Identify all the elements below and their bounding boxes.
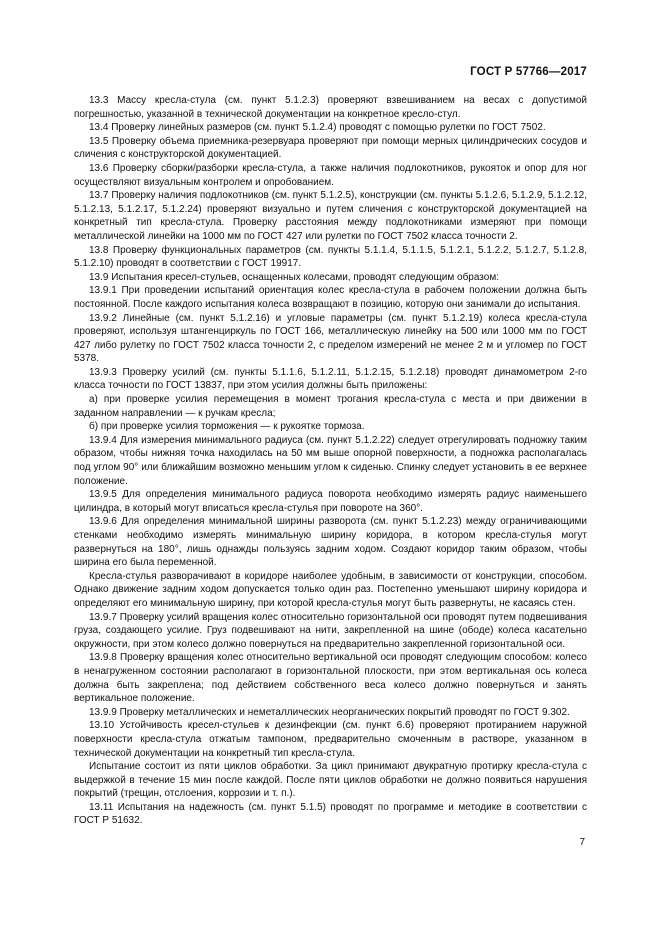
paragraph-13-7: 13.7 Проверку наличия подлокотников (см. пункт 5.1.2.5), конструкции (см. пункты 5.1.2.6, 5.1.2.9, 5.1.2.12, 5.1.2.13, 5.1.2.17, 5.1.2.24) проверяют визуально и путем сличения с конструкторской документацией на конкретный тип кресла-стула. Проверку расстояния между подлокотниками измеряют при помощи металлической линейки на 1000 мм по ГОСТ 427 или рулетки по ГОСТ 7502 класса точности 2. [74,190,587,242]
paragraph-13-8: 13.8 Проверку функциональных параметров (см. пункты 5.1.1.4, 5.1.1.5, 5.1.2.1, 5.1.2.2, 5.1.2.7, 5.1.2.8, 5.1.2.10) проводят в соответствии с ГОСТ 19917. [74,244,587,270]
paragraph-13-9-5: 13.9.5 Для определения минимального радиуса поворота необходимо измерять радиус наименьшего цилиндра, в который могут вписаться кресла-стулья при повороте на 360°. [74,489,587,514]
paragraph-13-9-2: 13.9.2 Линейные (см. пункт 5.1.2.16) и угловые параметры (см. пункт 5.1.2.19) колеса кресла-стула проверяют, используя штангенциркуль по ГОСТ 166, металлическую линейку на 500 или 1000 мм по ГОСТ 427 либо рулетку по ГОСТ 7502 класса точности 2, с пределом измерений не менее 2 м и угломер по ГОСТ 5378. [74,312,587,365]
paragraph-13-9-3-a: а) при проверке усилия перемещения в момент трогания кресла-стула с места и при движении в заданном направлении — к ручкам кресла; [74,394,587,419]
paragraph-13-10: 13.10 Устойчивость кресел-стульев к дезинфекции (см. пункт 6.6) проверяют протиранием наружной поверхности кресла-стула отжатым тампоном, предварительно смоченным в растворе, указанном в технической документации на конкретный тип кресла-стула. [74,720,587,759]
document-number-header: ГОСТ Р 57766—2017 [470,66,587,78]
paragraph-13-5: 13.5 Проверку объема приемника-резервуара проверяют при помощи мерных цилиндрических сосудов и сличения с конструкторской документацией. [74,135,587,161]
paragraph-13-9-6-cont: Кресла-стулья разворачивают в коридоре наиболее удобным, в зависимости от конструкции, способом. Однако движение задним ходом допускается только один раз. Постепенно уменьшают ширину коридора и определяют его минимальную ширину, при которой кресла-стулья могут быть развернуты, не касаясь стен. [74,570,587,609]
page-number: 7 [579,837,585,848]
paragraph-13-10-cont: Испытание состоит из пяти циклов обработки. За цикл принимают двукратную протирку кресла-стула с выдержкой в течение 15 мин после каждой. После пяти циклов обработки не должно появиться нарушения покрытий (трещин, отслоения, коррозии и т. п.). [74,761,587,800]
paragraph-13-11: 13.11 Испытания на надежность (см. пункт 5.1.5) проводят по программе и методике в соответствии с ГОСТ Р 51632. [74,801,587,827]
paragraph-13-9: 13.9 Испытания кресел-стульев, оснащенных колесами, проводят следующим образом: [89,271,499,283]
paragraph-13-9-6: 13.9.6 Для определения минимальной ширины разворота (см. пункт 5.1.2.23) между ограничивающими стенками необходимо измерять минимальную ширину коридора, в котором кресла-стулья могут развернуться на 180°, лишь однажды пользуясь задним ходом. Создают коридор таким образом, чтобы ширина его была переменной. [74,516,587,569]
paragraph-13-9-3: 13.9.3 Проверку усилий (см. пункты 5.1.1.6, 5.1.2.11, 5.1.2.15, 5.1.2.18) проводят динамометром 2-го класса точности по ГОСТ 13837, при этом усилия должны быть приложены: [74,366,587,392]
paragraph-13-9-3-b: б) при проверке усилия торможения — к рукоятке тормоза. [89,421,365,433]
paragraph-13-9-8: 13.9.8 Проверку вращения колес относительно вертикальной оси проводят следующим способом: колесо в ненагруженном состоянии располагают в горизонтальной плоскости, при этом вертикальная ось колеса должна быть закреплена; под действием собственного веса колесо должно повернуться и занять вертикальное положение. [74,652,587,705]
paragraph-13-3: 13.3 Массу кресла-стула (см. пункт 5.1.2.3) проверяют взвешиванием на весах с допустимой погрешностью, указанной в технической документации на конкретное кресло-стул. [74,95,587,120]
paragraph-13-4: 13.4 Проверку линейных размеров (см. пункт 5.1.2.4) проводят с помощью рулетки по ГОСТ 7502. [89,122,546,134]
document-body [74,94,587,828]
paragraph-13-9-9: 13.9.9 Проверку металлических и неметаллических неорганических покрытий проводят по ГОСТ 9.302. [89,706,570,718]
paragraph-13-9-1: 13.9.1 При проведении испытаний ориентация колес кресла-стула в рабочем положении должна быть постоянной. После каждого испытания колеса возвращают в позицию, которую они занимали до испытания. [74,285,587,310]
paragraph-13-6: 13.6 Проверку сборки/разборки кресла-стула, а также наличия подлокотников, рукояток и опор для ног осуществляют визуальным контролем и опробованием. [74,162,587,188]
paragraph-13-9-4: 13.9.4 Для измерения минимального радиуса (см. пункт 5.1.2.22) следует отрегулировать подножку таким образом, чтобы нижняя точка находилась на 50 мм выше опорной поверхности, а подножка располагалась под углом 90° или ближайшим возможно меньшим углом к сиденью. Спинку следует установить в ее верхнее положение. [74,434,587,487]
paragraph-13-9-7: 13.9.7 Проверку усилий вращения колес относительно горизонтальной оси проводят путем подвешивания груза, создающего усилие. Груз подвешивают на нити, закрепленной на шине (ободе) колеса касательно окружности, при этом колесо должно повернуться на предварительно закрепленной горизонтальной оси. [74,611,587,650]
